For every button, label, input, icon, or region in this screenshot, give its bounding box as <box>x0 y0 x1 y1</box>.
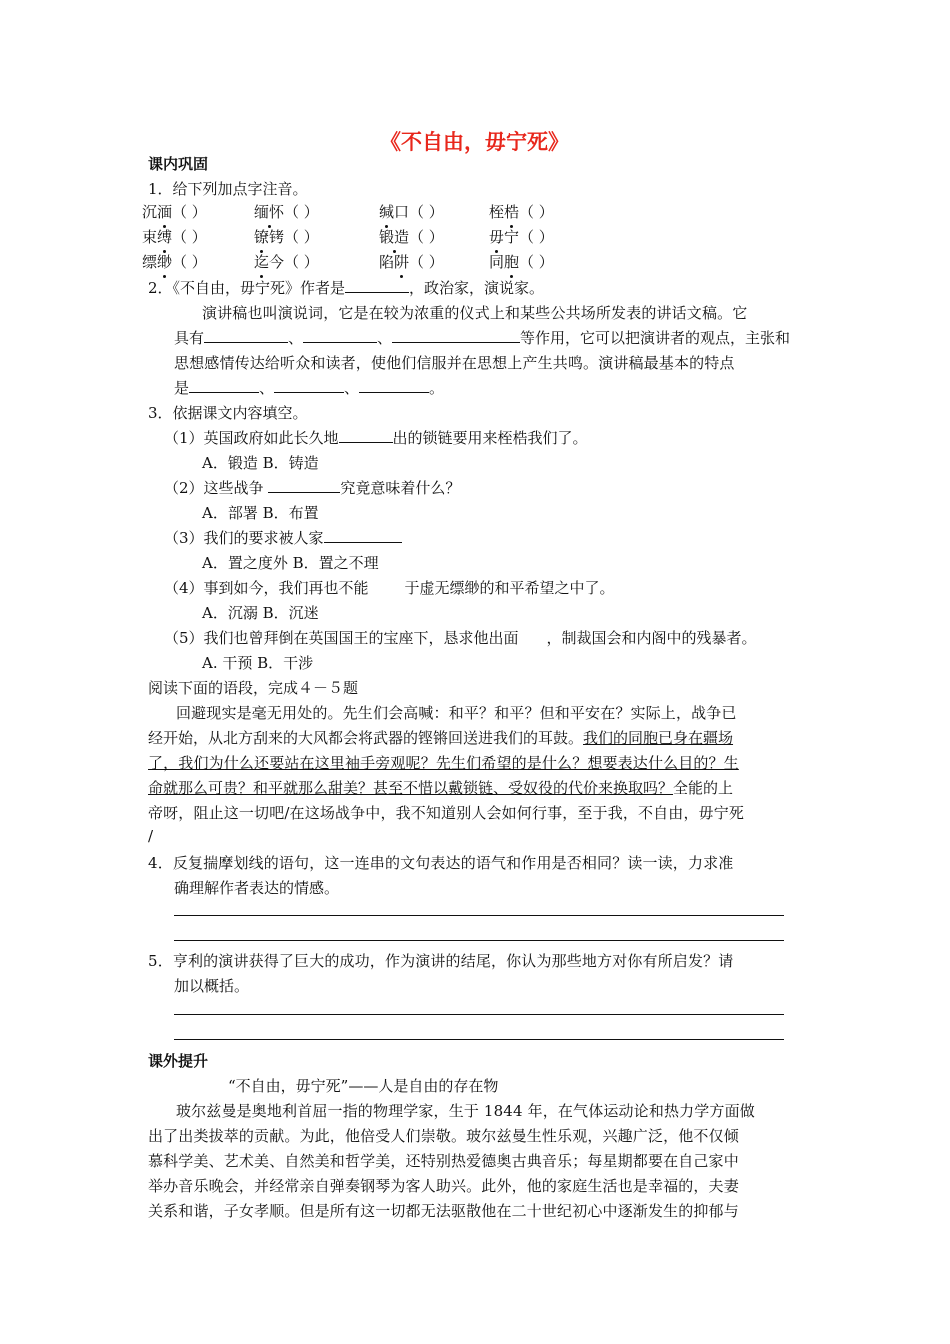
article-line: 出了出类拔萃的贡献。为此，他倍受人们崇敬。玻尔兹曼生性乐观，兴趣广泛，他不仅倾 <box>148 1127 739 1145</box>
pinyin-item: 缥缈（ ） <box>142 253 207 271</box>
pinyin-item: 缄口（ ） <box>379 203 444 221</box>
page-title: 《不自由，毋宁死》 <box>380 130 569 154</box>
article-line: 举办音乐晚会，并经常亲自弹奏钢琴为客人助兴。此外，他的家庭生活也是幸福的，夫妻 <box>148 1177 739 1195</box>
answer-line[interactable] <box>174 1014 784 1015</box>
question-1-stem: 1．给下列加点字注音。 <box>148 180 308 198</box>
question-3-options: A. 干预 B．干涉 <box>202 654 314 672</box>
pinyin-item: 束缚（ ） <box>142 228 207 246</box>
pinyin-item: 迄今（ ） <box>254 253 319 271</box>
pinyin-item: 桎梏（ ） <box>489 203 554 221</box>
pinyin-item: 同胞（ ） <box>489 253 554 271</box>
answer-blank[interactable] <box>359 378 429 393</box>
answer-blank[interactable] <box>303 328 377 343</box>
question-3-item: （5）我们也曾拜倒在英国国王的宝座下，恳求他出面 ，制裁国会和内阁中的残暴者。 <box>164 629 757 647</box>
article-subtitle: “不自由，毋宁死”——人是自由的存在物 <box>228 1077 499 1095</box>
pinyin-item: 陷阱（ ） <box>379 253 444 271</box>
pinyin-item: 毋宁（ ） <box>489 228 554 246</box>
answer-blank[interactable] <box>189 378 259 393</box>
question-3-item: （3）我们的要求被人家 <box>164 527 402 548</box>
answer-blank[interactable] <box>324 528 402 543</box>
answer-line[interactable] <box>174 1039 784 1040</box>
pinyin-item: 沉湎（ ） <box>142 203 207 221</box>
question-3-item: （2）这些战争 究竟意味着什么？ <box>164 479 461 497</box>
question-2-line: 思想感情传达给听众和读者，使他们信服并在思想上产生共鸣。演讲稿最基本的特点 <box>174 354 735 372</box>
question-5-line: 加以概括。 <box>174 977 250 995</box>
answer-blank[interactable] <box>204 328 288 343</box>
question-2-line: 是 、 、 。 <box>174 379 445 397</box>
article-line: 慕科学美、艺术美、自然美和哲学美，还特别热爱德奥古典音乐；每星期都要在自己家中 <box>148 1152 739 1170</box>
question-4-line: 4．反复揣摩划线的语句，这一连串的文句表达的语气和作用是否相同？读一读，力求准 <box>148 854 734 872</box>
question-3-item: （4）事到如今，我们再也不能 于虚无缥缈的和平希望之中了。 <box>164 579 615 597</box>
question-3-stem: 3．依据课文内容填空。 <box>148 404 308 422</box>
pinyin-item: 镣铐（ ） <box>254 228 319 246</box>
article-line: 关系和谐，子女孝顺。但是所有这一切都无法驱散他在二十世纪初心中逐渐发生的抑郁与 <box>148 1202 739 1220</box>
answer-blank[interactable] <box>268 478 340 493</box>
answer-line[interactable] <box>174 915 784 916</box>
question-3-item: （1）英国政府如此长久地 出的锁链要用来桎梏我们了。 <box>164 429 588 447</box>
question-2-line: 具有 、 、 等作用，它可以把演讲者的观点，主张和 <box>174 329 791 347</box>
section-heading-in-class: 课内巩固 <box>148 155 209 173</box>
article-line: 玻尔兹曼是奥地利首屈一指的物理学家，生于 1844 年，在气体运动论和热力学方面做 <box>176 1102 755 1120</box>
passage-line: / <box>148 827 154 845</box>
reading-intro: 阅读下面的语段，完成４－５题 <box>148 679 359 697</box>
question-3-options: A．部署 B．布置 <box>202 504 319 522</box>
underlined-sentence: 命就那么可贵？和平就那么甜美？甚至不惜以戴锁链、受奴役的代价来换取吗？ <box>148 779 674 797</box>
question-2-line: 2．《不自由，毋宁死》作者是 ，政治家，演说家。 <box>148 279 545 297</box>
section-heading-extra: 课外提升 <box>148 1052 209 1070</box>
answer-blank[interactable] <box>345 278 409 293</box>
question-5-line: 5．亨利的演讲获得了巨大的成功，作为演讲的结尾，你认为那些地方对你有所启发？请 <box>148 952 734 970</box>
underlined-sentence: 了，我们为什么还要站在这里袖手旁观呢？先生们希望的是什么？想要表达什么目的？生 <box>148 754 739 772</box>
pinyin-item: 锻造（ ） <box>379 228 444 246</box>
answer-blank[interactable] <box>274 378 344 393</box>
passage-line: 命就那么可贵？和平就那么甜美？甚至不惜以戴锁链、受奴役的代价来换取吗？全能的上 <box>148 779 734 797</box>
pinyin-item: 缅怀（ ） <box>254 203 319 221</box>
question-2-line: 演讲稿也叫演说词，它是在较为浓重的仪式上和某些公共场所发表的讲话文稿。它 <box>202 304 748 322</box>
passage-line: 回避现实是毫无用处的。先生们会高喊：和平？和平？但和平安在？实际上，战争已 <box>176 704 737 722</box>
answer-line[interactable] <box>174 940 784 941</box>
passage-line: 帝呀，阻止这一切吧/在这场战争中，我不知道别人会如何行事，至于我，不自由，毋宁死 <box>148 804 745 822</box>
answer-blank[interactable] <box>339 428 393 443</box>
question-3-options: A．沉溺 B．沉迷 <box>202 604 319 622</box>
passage-line: 经开始，从北方刮来的大风都会将武器的铿锵回送进我们的耳鼓。我们的同胞已身在疆场 <box>148 729 734 747</box>
underlined-sentence: 我们的同胞已身在疆场 <box>583 729 734 747</box>
question-3-options: A．锻造 B．铸造 <box>202 454 319 472</box>
answer-blank[interactable] <box>392 328 520 343</box>
question-4-line: 确理解作者表达的情感。 <box>174 879 340 897</box>
question-3-options: A．置之度外 B．置之不理 <box>202 554 379 572</box>
